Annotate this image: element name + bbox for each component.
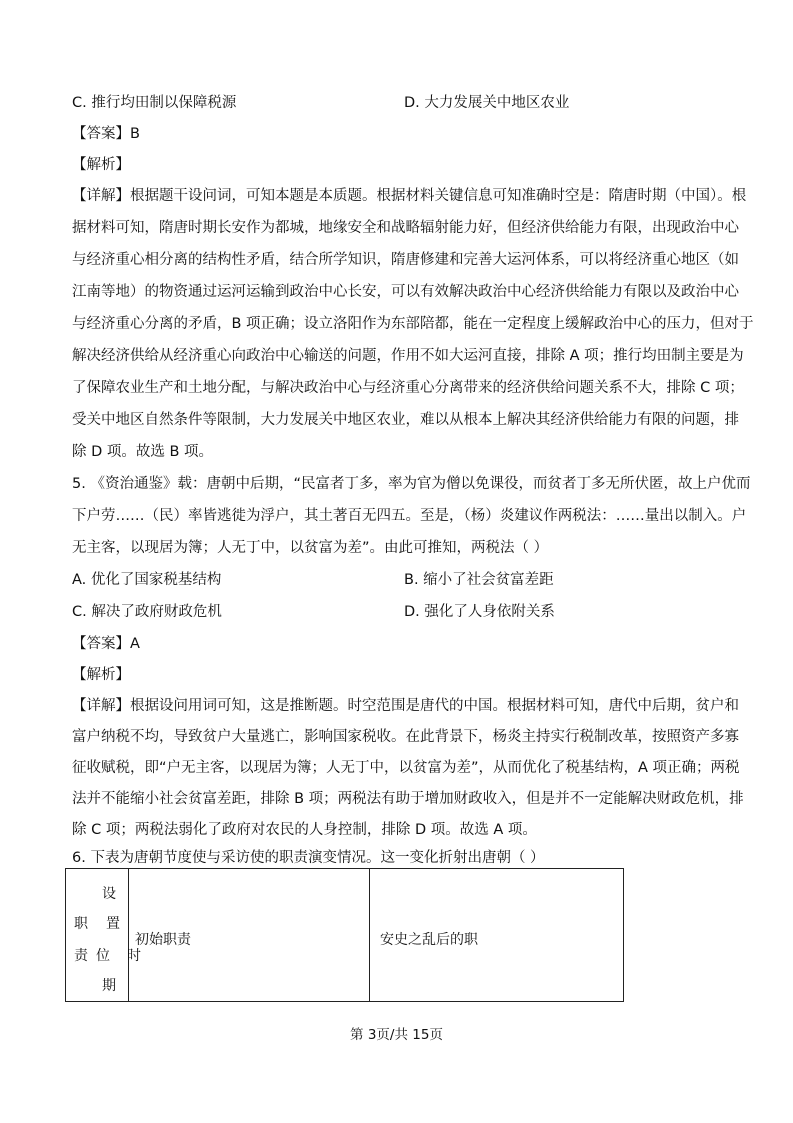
- q4-detail-line: 受关中地区自然条件等限制，大力发展关中地区农业，难以从根本上解决其经济供给能力有限的问题，排: [72, 412, 739, 428]
- q4-option-d: D. 大力发展关中地区农业: [404, 95, 570, 111]
- page-footer: 第 3页/共 15页: [350, 1027, 443, 1043]
- q4-analysis-label: 【解析】: [72, 157, 130, 173]
- q4-detail-line: 除 D 项。故选 B 项。: [72, 444, 214, 460]
- q5-analysis-label: 【解析】: [72, 667, 130, 683]
- q5-answer: 【答案】A: [72, 636, 140, 652]
- header-after-label: 安史之乱后的职: [380, 932, 478, 948]
- q6-stem: 6. 下表为唐朝节度使与采访使的职责演变情况。这一变化折射出唐朝（ ）: [72, 850, 545, 866]
- q5-option-d: D. 强化了人身依附关系: [404, 604, 555, 620]
- table-header-row: [66, 869, 624, 1002]
- q4-detail-line: 了保障农业生产和土地分配，与解决政治中心与经济重心分离带来的经济供给问题关系不大，排除 C 项；: [72, 380, 744, 396]
- q5-stem-line: 下户劳……（民）率皆逃徙为浮户，其土著百无四五。至是，（杨）炎建议作两税法：……量出以制入。户: [72, 508, 747, 524]
- corner-char: 置: [106, 916, 120, 932]
- corner-char: 责: [74, 948, 88, 964]
- q5-detail-line: 富户纳税不均，导致贫户大量逃亡，影响国家税收。在此背景下，杨炎主持实行税制改革，按照资产多寡: [72, 729, 739, 745]
- q5-option-c: C. 解决了政府财政危机: [72, 604, 222, 620]
- q5-option-b: B. 缩小了社会贫富差距: [404, 572, 554, 588]
- corner-char: 职: [74, 916, 88, 932]
- table-corner-cell: [66, 869, 129, 1002]
- corner-char: 设: [102, 886, 116, 902]
- q4-answer: 【答案】B: [72, 126, 140, 142]
- q4-option-c: C. 推行均田制以保障税源: [72, 95, 237, 111]
- q4-detail-line: 与经济重心相分离的结构性矛盾，结合所学知识，隋唐修建和完善大运河体系，可以将经济重心地区（如: [72, 252, 739, 268]
- q4-detail-line: 与经济重心分离的矛盾，B 项正确；设立洛阳作为东部陪都，能在一定程度上缓解政治中心的压力，但对于: [72, 316, 754, 332]
- q5-detail-line: 征收赋税，即“户无主客，以现居为簿；人无丁中，以贫富为差”，从而优化了税基结构，A 项正确；两税: [72, 760, 740, 776]
- q4-detail-line: 据材料可知，隋唐时期长安作为都城，地缘安全和战略辐射能力好，但经济供给能力有限，出现政治中心: [72, 220, 739, 236]
- header-shi-label: 时: [127, 948, 141, 964]
- q5-option-a: A. 优化了国家税基结构: [72, 572, 222, 588]
- q4-detail-line: 【详解】根据题干设问词，可知本题是本质题。根据材料关键信息可知准确时空是：隋唐时期（中国）。根: [72, 188, 747, 204]
- corner-char: 位: [96, 948, 110, 964]
- corner-char: 期: [102, 978, 116, 994]
- q5-detail-line: 除 C 项；两税法弱化了政府对农民的人身控制，排除 D 项。故选 A 项。: [72, 822, 537, 838]
- header-initial-label: 初始职责: [135, 932, 191, 948]
- header-after-rebellion: [370, 869, 624, 1002]
- q5-detail-line: 法并不能缩小社会贫富差距，排除 B 项；两税法有助于增加财政收入，但是并不一定能解决财政危机，排: [72, 791, 744, 807]
- q5-detail-line: 【详解】根据设问用词可知，这是推断题。时空范围是唐代的中国。根据材料可知，唐代中后期，贫户和: [72, 698, 739, 714]
- q5-stem-line: 5. 《资治通鉴》载：唐朝中后期，“民富者丁多，率为官为僧以免课役，而贫者丁多无所伏匿，故上户优而: [72, 476, 751, 492]
- q4-detail-line: 解决经济供给从经济重心向政治中心输送的问题，作用不如大运河直接，排除 A 项；推行均田制主要是为: [72, 348, 744, 364]
- header-initial-duty: [129, 869, 370, 1002]
- duty-table: [65, 868, 624, 1002]
- q5-stem-line: 无主客，以现居为簿；人无丁中，以贫富为差”。由此可推知，两税法（ ）: [72, 540, 549, 556]
- q4-detail-line: 江南等地）的物资通过运河运输到政治中心长安，可以有效解决政治中心经济供给能力有限以及政治中心: [72, 284, 739, 300]
